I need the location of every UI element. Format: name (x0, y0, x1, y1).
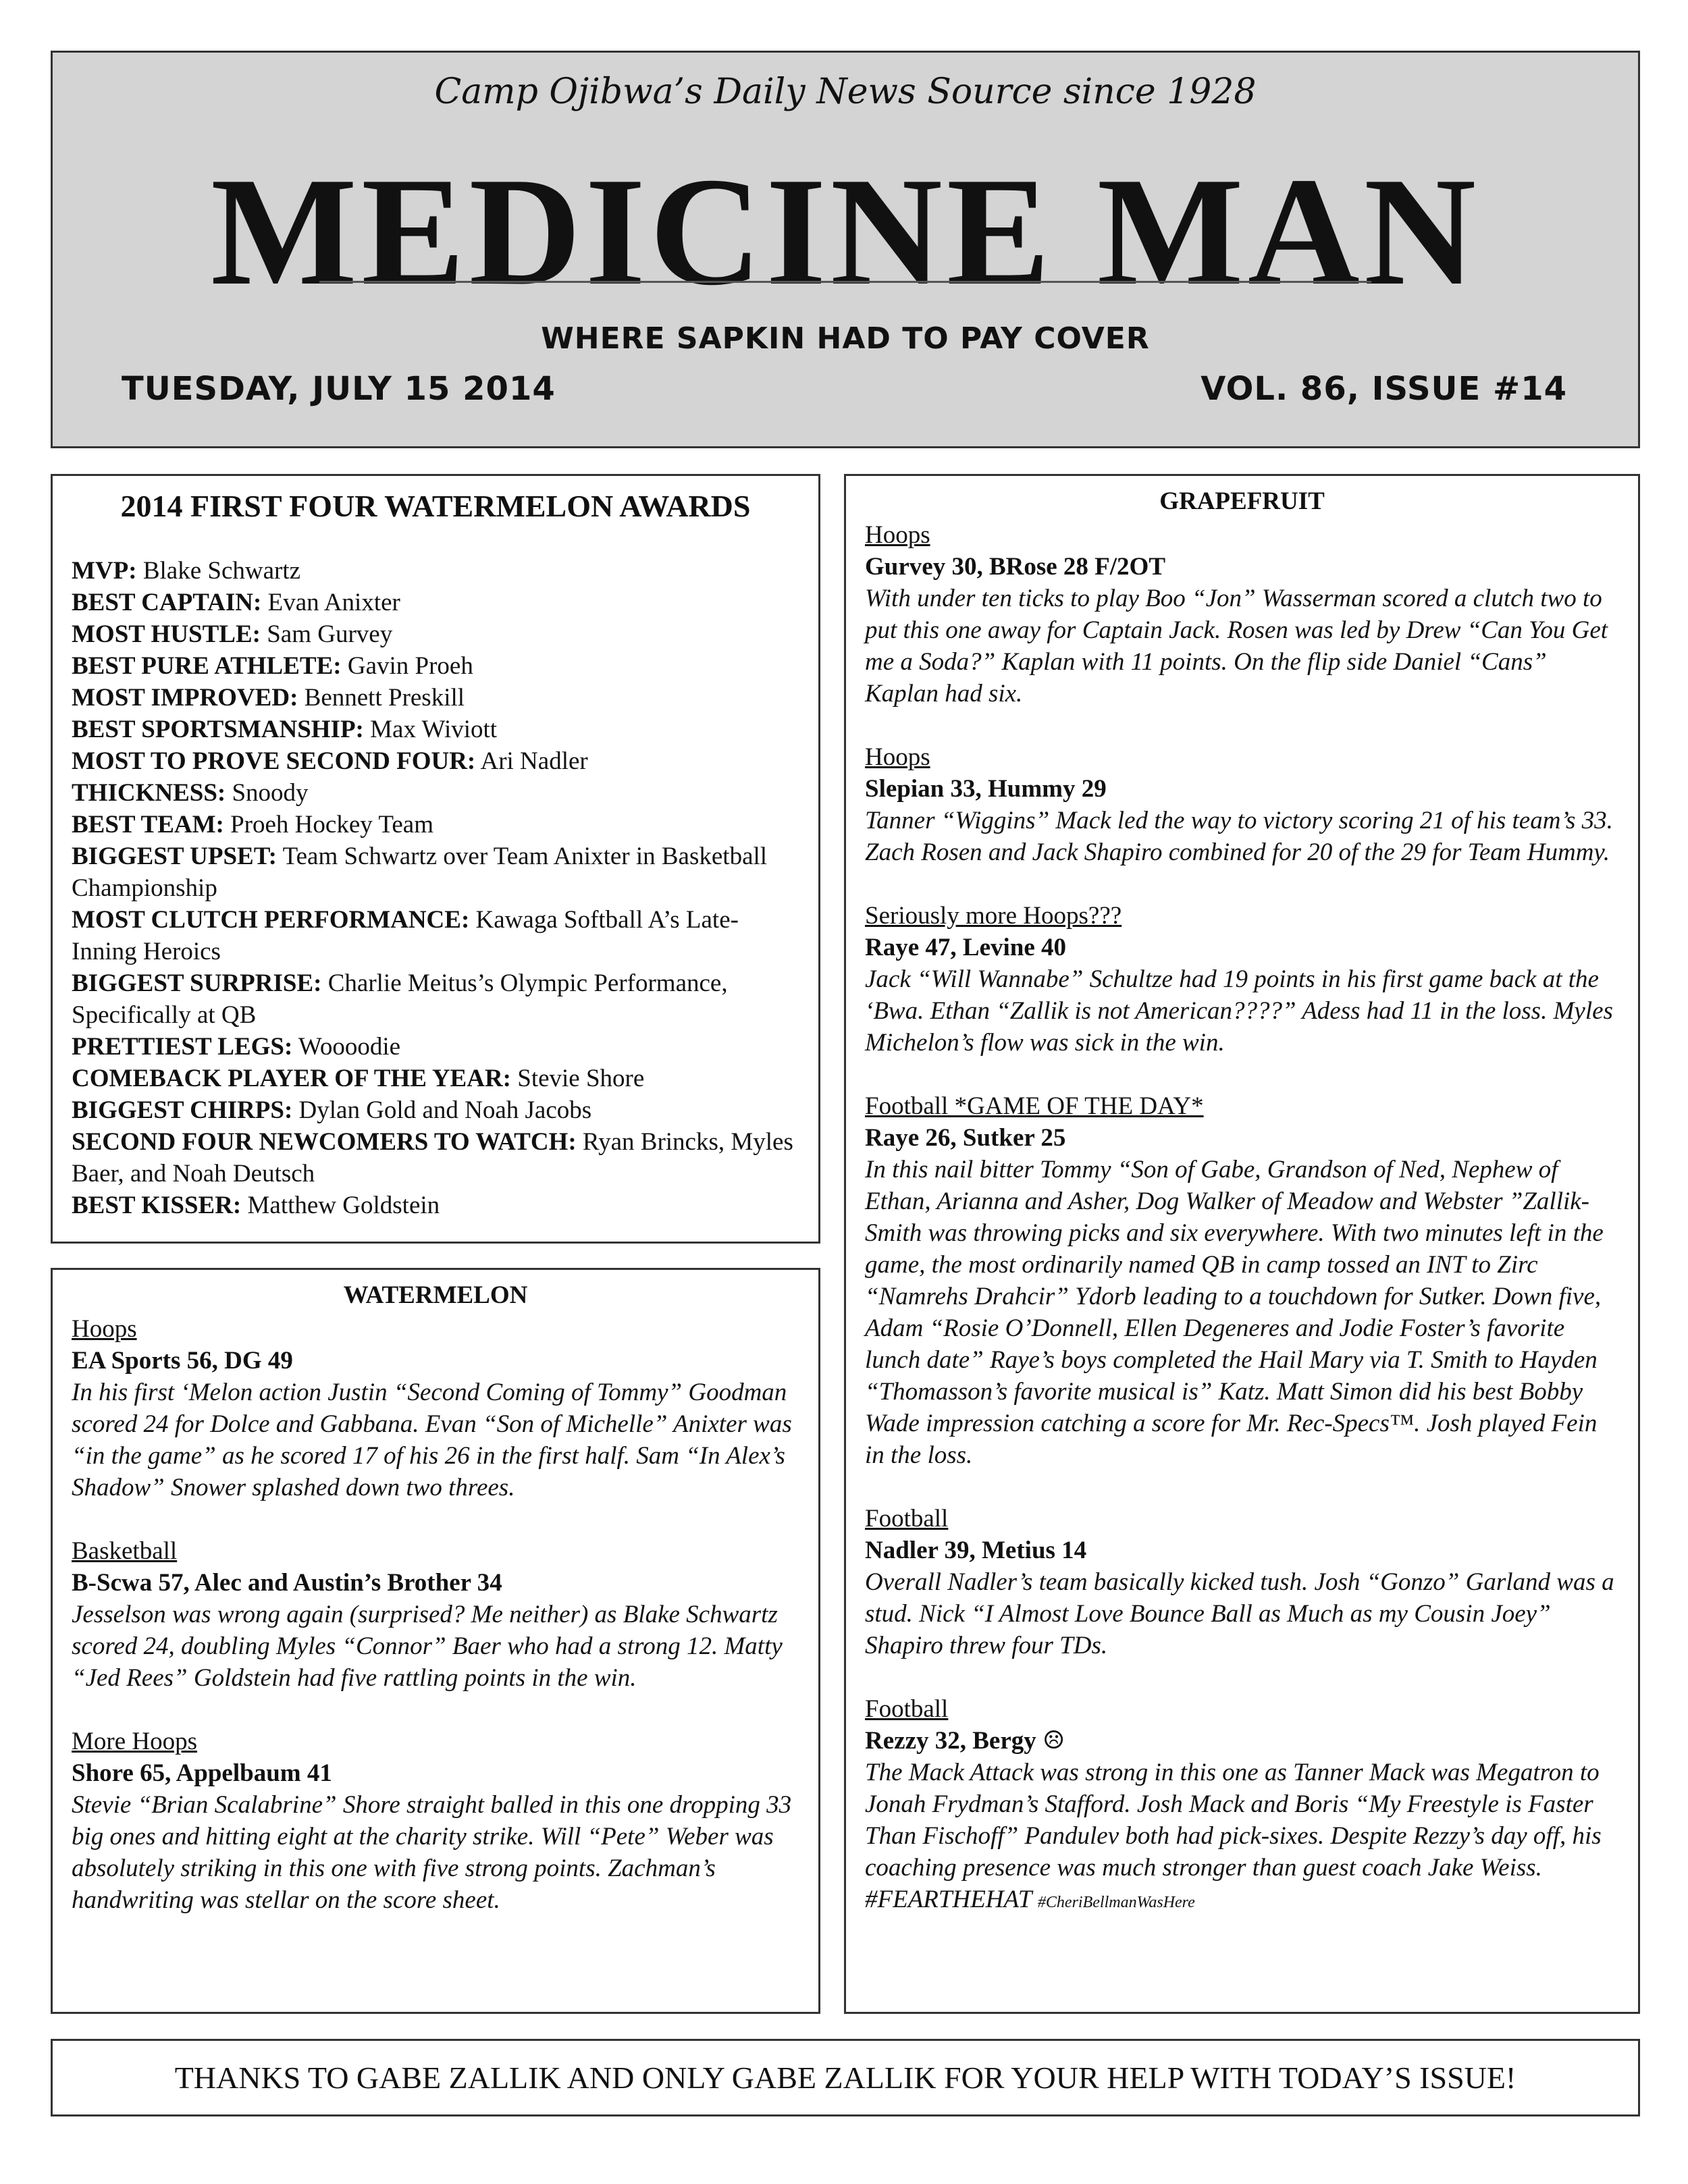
award-winner: Bennett Preskill (304, 684, 465, 712)
story-body (865, 963, 1619, 1059)
story-sport: Hoops (865, 521, 930, 549)
award-winner: Gavin Proeh (347, 652, 473, 680)
story (865, 741, 1619, 868)
newspaper-title: MEDICINE MAN (211, 145, 1480, 317)
story-sport: Seriously more Hoops??? (865, 902, 1122, 930)
award-item (72, 745, 799, 777)
story-sport: Hoops (865, 743, 930, 771)
award-label: BIGGEST SURPRISE: (72, 969, 322, 997)
award-item (72, 618, 799, 650)
grapefruit-heading: GRAPEFRUIT (1159, 487, 1325, 515)
footer-thanks (51, 2039, 1640, 2116)
award-label: BEST KISSER: (72, 1192, 242, 1219)
award-label: COMEBACK PLAYER OF THE YEAR: (72, 1065, 511, 1092)
masthead (51, 51, 1640, 448)
story-text: Stevie “Brian Scalabrine” Shore straight balled in this one dropping 33 big ones and hitting eight at the charity strike. Will “Pete” Weber was absolutely striking in this one with five strong points. Zachman’s handwriting was stellar on the score sheet. (72, 1791, 792, 1914)
story-text: The Mack Attack was strong in this one as Tanner Mack was Megatron to Jonah Frydman’s Stafford. Josh Mack and Boris “My Freestyle is Faster Than Fischoff” Pandulev both had pick-sixes. Despite Rezzy’s day off, his coaching presence was much stronger than guest coach Jake Weiss. #FEARTHEHAT (865, 1759, 1602, 1913)
award-winner: Snoody (232, 779, 309, 807)
story (865, 1503, 1619, 1661)
award-item (72, 777, 799, 809)
story-body (865, 1757, 1619, 1919)
story-text: Tanner “Wiggins” Mack led the way to victory scoring 21 of his team’s 33. Zach Rosen and Jack Shapiro combined for 20 of the 29 for Team Hummy. (865, 807, 1613, 866)
story (865, 1090, 1619, 1471)
award-winner: Evan Anixter (267, 589, 400, 616)
award-winner: Woooodie (298, 1033, 401, 1061)
award-label: BIGGEST UPSET: (72, 843, 277, 870)
story-sport: Hoops (72, 1315, 137, 1343)
award-item (72, 967, 799, 1031)
story-text: Jesselson was wrong again (surprised? Me neither) as Blake Schwartz scored 24, doubling Myles “Connor” Baer who had a strong 12. Matty “Jed Rees” Goldstein had five rattling points in the win. (72, 1601, 783, 1692)
story-note: #CheriBellmanWasHere (1037, 1894, 1195, 1911)
award-label: BEST PURE ATHLETE: (72, 652, 342, 680)
award-label: MOST TO PROVE SECOND FOUR: (72, 747, 476, 775)
story (865, 1693, 1619, 1919)
award-winner: Ryan Brincks, Myles Baer, and Noah Deutsch (72, 1128, 793, 1188)
story-text: Overall Nadler’s team basically kicked tush. Josh “Gonzo” Garland was a stud. Nick “I Almost Love Bounce Ball as Much as my Cousin Joey” Shapiro threw four TDs. (865, 1568, 1614, 1659)
story (72, 1535, 799, 1694)
story-score: Raye 47, Levine 40 (865, 934, 1067, 961)
watermelon-heading: WATERMELON (343, 1281, 528, 1309)
story-score: Rezzy 32, Bergy ☹ (865, 1727, 1065, 1755)
story (72, 1313, 799, 1503)
story-text: In this nail bitter Tommy “Son of Gabe, Grandson of Ned, Nephew of Ethan, Arianna and Asher, Dog Walker of Meadow and Webster ”Zallik-Smith was throwing picks and six everywhere. With two minutes left in the game, the most ordinarily named QB in camp tossed an INT to Zirc “Namrehs Drahcir” Ydorb leading to a touchdown for Sutker. Down five, Adam “Rosie O’Donnell, Ellen Degeneres and Jodie Foster’s favorite lunch date” Raye’s boys completed the Hail Mary via T. Smith to Hayden “Thomasson’s favorite musical is” Katz. Matt Simon did his best Bobby Wade impression catching a score for Mr. Rec-Specs™. Josh played Fein in the loss. (865, 1156, 1604, 1469)
award-label: BEST SPORTSMANSHIP: (72, 716, 364, 743)
award-item (72, 1063, 799, 1094)
award-label: MVP: (72, 557, 137, 585)
award-label: BEST CAPTAIN: (72, 589, 262, 616)
award-item (72, 809, 799, 841)
story-score: B-Scwa 57, Alec and Austin’s Brother 34 (72, 1569, 502, 1597)
story-body (865, 1566, 1619, 1661)
awards-box (51, 474, 820, 1244)
award-winner: Charlie Meitus’s Olympic Performance, Specifically at QB (72, 969, 728, 1029)
award-item (72, 714, 799, 745)
story-score: Raye 26, Sutker 25 (865, 1124, 1066, 1152)
award-item (72, 841, 799, 904)
masthead-subtitle: WHERE SAPKIN HAD TO PAY COVER (541, 321, 1150, 356)
award-item (72, 682, 799, 714)
award-label: MOST HUSTLE: (72, 620, 261, 648)
footer-text: THANKS TO GABE ZALLIK AND ONLY GABE ZALLIK FOR YOUR HELP WITH TODAY’S ISSUE! (174, 2060, 1516, 2095)
award-item (72, 904, 799, 967)
story-body (72, 1789, 799, 1916)
grapefruit-section (844, 474, 1640, 2014)
award-item (72, 1094, 799, 1126)
story (865, 519, 1619, 710)
award-label: MOST IMPROVED: (72, 684, 298, 712)
award-winner: Dylan Gold and Noah Jacobs (298, 1096, 592, 1124)
story-body (865, 805, 1619, 868)
award-item (72, 587, 799, 618)
story-sport: Football (865, 1695, 949, 1723)
story-text: Jack “Will Wannabe” Schultze had 19 points in his first game back at the ‘Bwa. Ethan “Zallik is not American????” Adess had 11 in the loss. Myles Michelon’s flow was sick in the win. (865, 965, 1613, 1057)
story (865, 900, 1619, 1059)
awards-heading: 2014 FIRST FOUR WATERMELON AWARDS (120, 489, 751, 523)
story-text: In his first ‘Melon action Justin “Second Coming of Tommy” Goodman scored 24 for Dolce and Gabbana. Evan “Son of Michelle” Anixter was “in the game” as he scored 17 of his 26 in the first half. Sam “In Alex’s Shadow” Snower splashed down two threes. (72, 1379, 792, 1501)
award-winner: Stevie Shore (517, 1065, 645, 1092)
award-winner: Kawaga Softball A’s Late-Inning Heroics (72, 906, 739, 965)
award-item (72, 1031, 799, 1063)
story-body (865, 583, 1619, 710)
story-score: Slepian 33, Hummy 29 (865, 775, 1107, 803)
story-sport: More Hoops (72, 1728, 198, 1755)
award-label: THICKNESS: (72, 779, 226, 807)
award-label: SECOND FOUR NEWCOMERS TO WATCH: (72, 1128, 577, 1156)
story-body (72, 1377, 799, 1503)
award-winner: Matthew Goldstein (247, 1192, 440, 1219)
story-sport: Football *GAME OF THE DAY* (865, 1092, 1204, 1120)
story-score: Shore 65, Appelbaum 41 (72, 1759, 332, 1787)
watermelon-section (51, 1268, 820, 2014)
issue-date: TUESDAY, JULY 15 2014 (122, 370, 556, 408)
award-item (72, 650, 799, 682)
award-winner: Team Schwartz over Team Anixter in Basketball Championship (72, 843, 768, 902)
award-label: PRETTIEST LEGS: (72, 1033, 293, 1061)
story-body (865, 1154, 1619, 1471)
award-label: BIGGEST CHIRPS: (72, 1096, 293, 1124)
story-sport: Basketball (72, 1537, 178, 1565)
awards-list (72, 555, 799, 1221)
story (72, 1726, 799, 1916)
story-text: With under ten ticks to play Boo “Jon” Wasserman scored a clutch two to put this one away for Captain Jack. Rosen was led by Drew “Can You Get me a Soda?” Kaplan with 11 points. On the flip side Daniel “Cans” Kaplan had six. (865, 585, 1608, 708)
story-score: EA Sports 56, DG 49 (72, 1347, 293, 1375)
award-winner: Ari Nadler (480, 747, 588, 775)
masthead-tagline: Camp Ojibwa’s Daily News Source since 1928 (434, 72, 1257, 112)
award-winner: Blake Schwartz (142, 557, 301, 585)
award-winner: Proeh Hockey Team (230, 811, 433, 838)
title-underline (319, 281, 1371, 283)
award-item (72, 1126, 799, 1190)
watermelon-stories (72, 1313, 799, 1916)
story-score: Gurvey 30, BRose 28 F/2OT (865, 553, 1166, 581)
award-winner: Sam Gurvey (267, 620, 393, 648)
story-score: Nadler 39, Metius 14 (865, 1537, 1087, 1564)
story-body (72, 1599, 799, 1694)
award-label: MOST CLUTCH PERFORMANCE: (72, 906, 470, 934)
award-label: BEST TEAM: (72, 811, 224, 838)
grapefruit-stories (865, 519, 1619, 1919)
award-item (72, 555, 799, 587)
story-sport: Football (865, 1505, 949, 1533)
award-winner: Max Wiviott (370, 716, 498, 743)
issue-volume: VOL. 86, ISSUE #14 (1201, 370, 1567, 408)
award-item (72, 1190, 799, 1221)
